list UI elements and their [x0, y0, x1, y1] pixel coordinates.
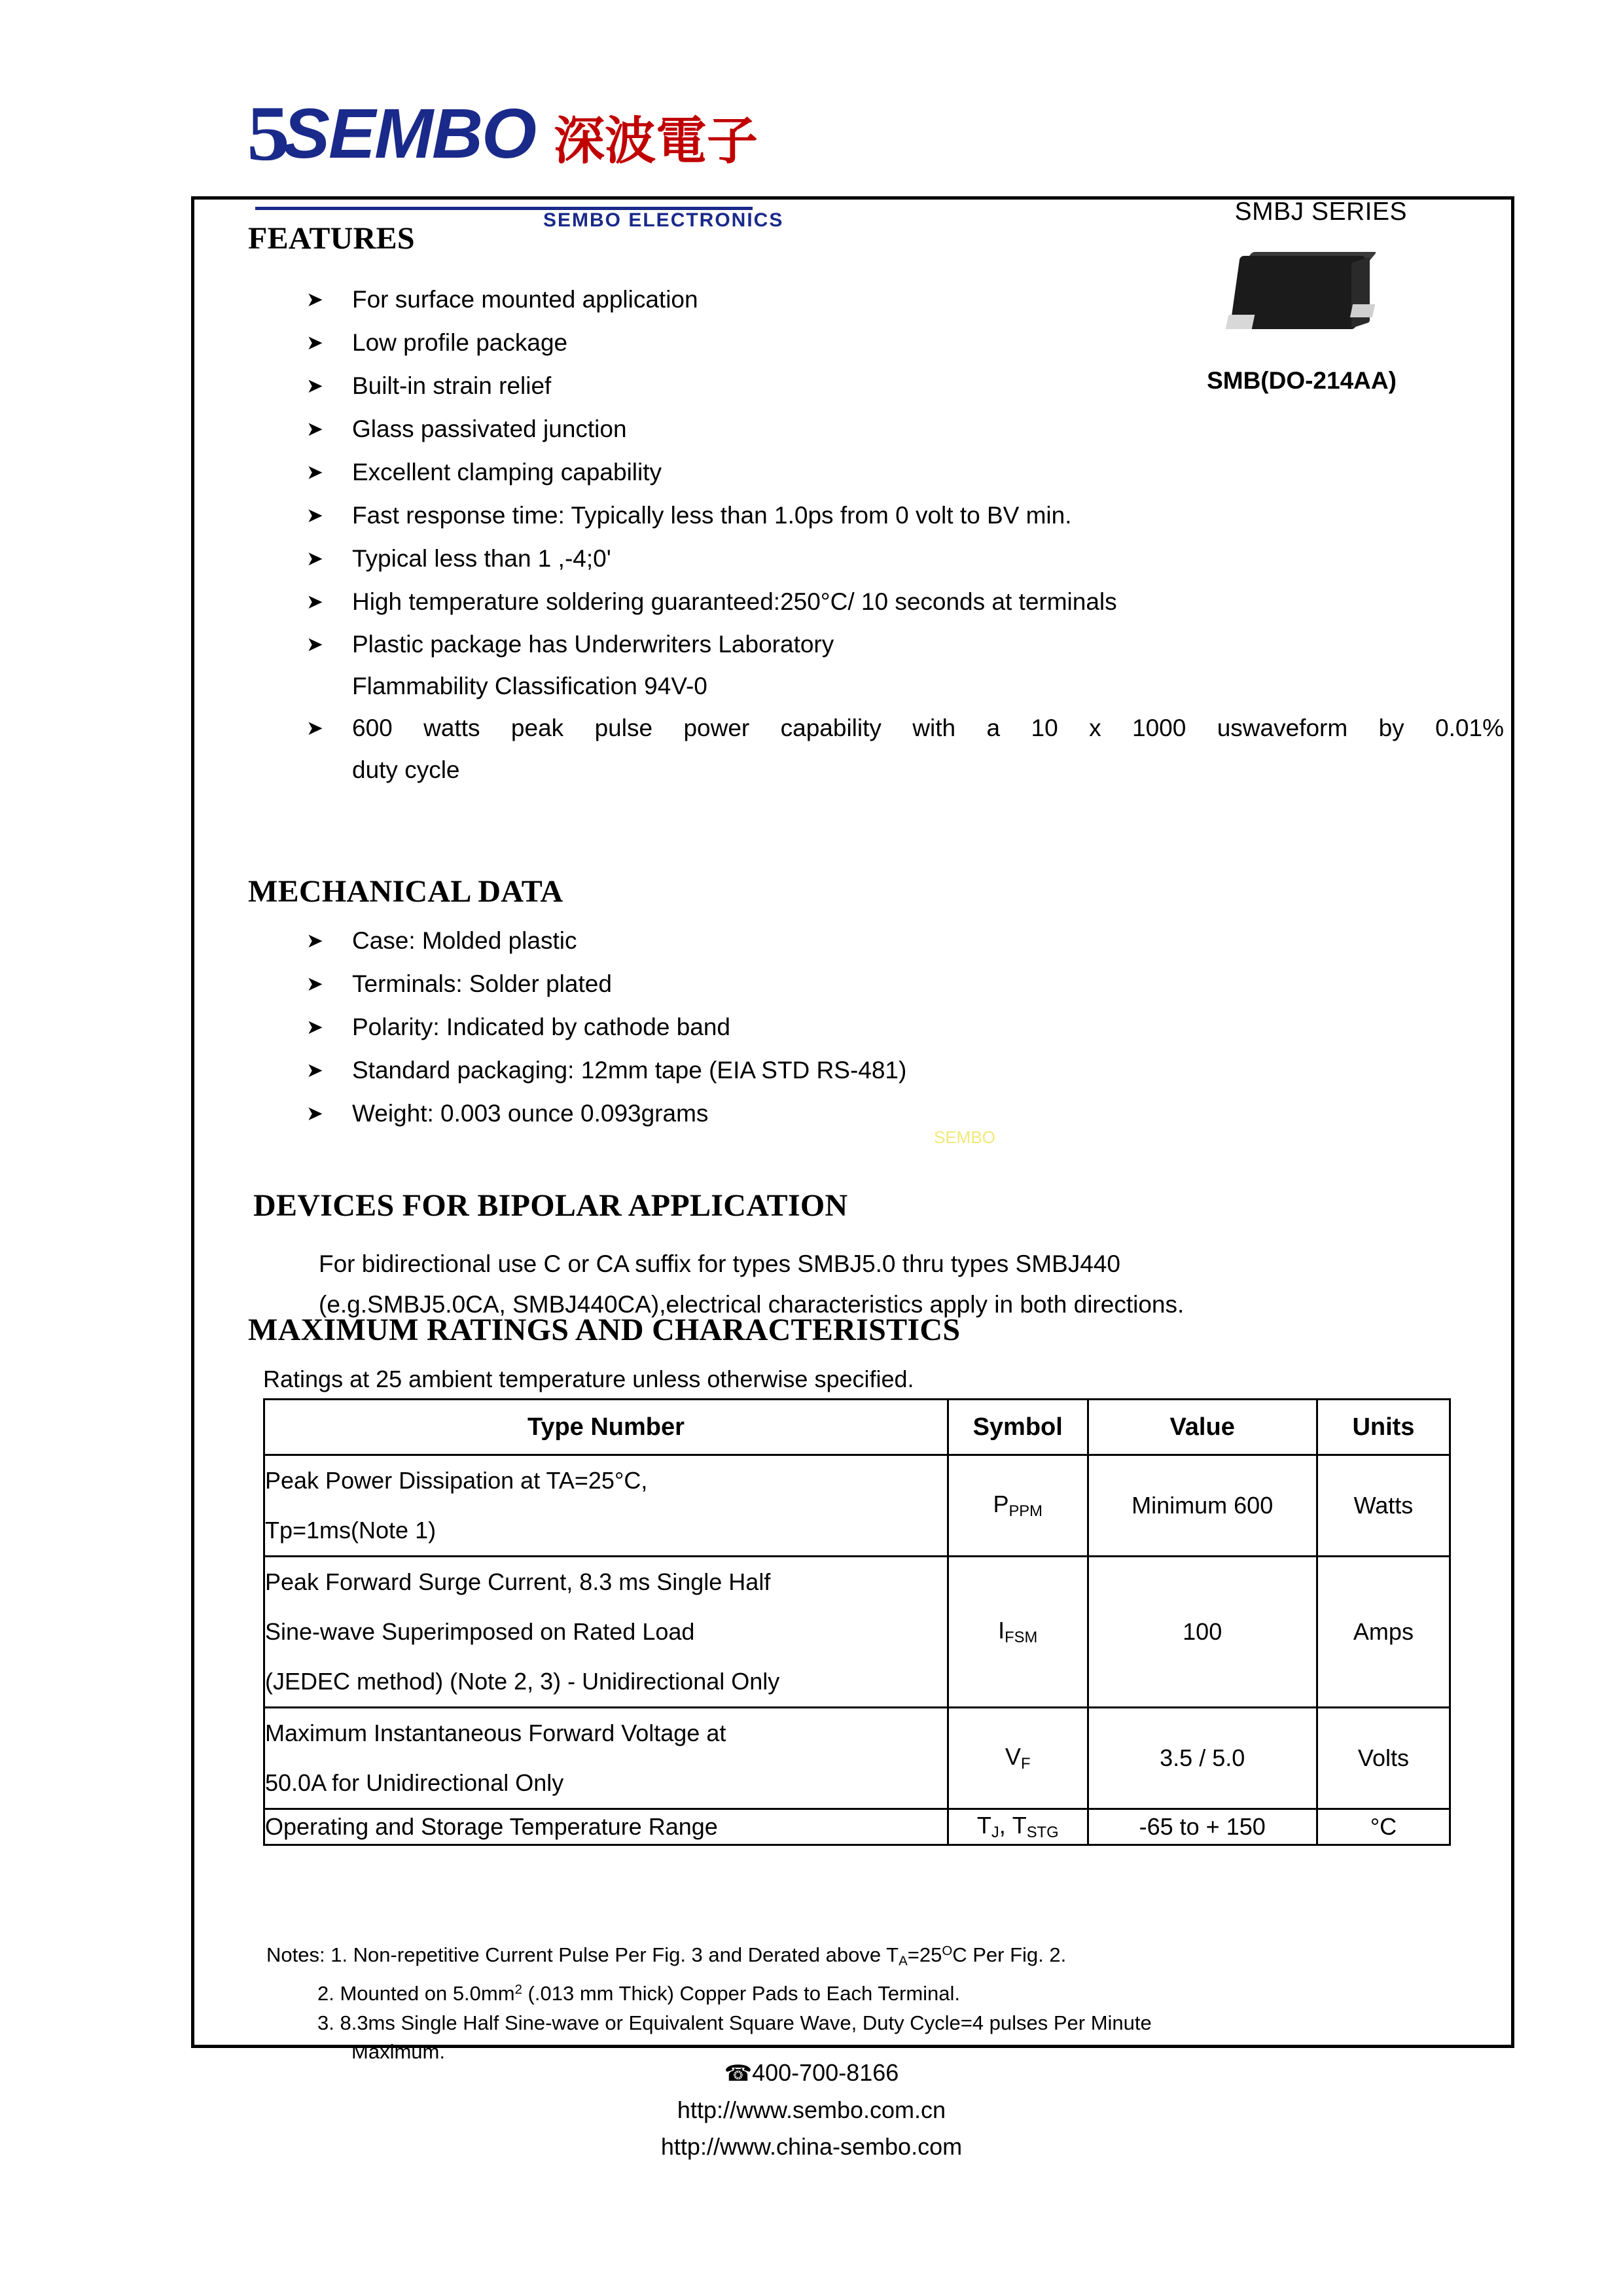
note-1-text-b: =25 [907, 1943, 942, 1967]
list-item [296, 1092, 1408, 1135]
mechanical-heading: MECHANICAL DATA [248, 874, 563, 909]
note-2-text-a: 2. Mounted on 5.0mm [317, 1982, 515, 2005]
logo-wordmark: SEMBO [283, 94, 536, 173]
cell-description-line: (JEDEC method) (Note 2, 3) - Unidirectional Only [265, 1668, 780, 1695]
cell-description [264, 1557, 948, 1708]
note-1-text-a: Notes: 1. Non-repetitive Current Pulse Per Fig. 3 and Derated above T [266, 1943, 899, 1967]
cell-units: Amps [1317, 1557, 1450, 1708]
table-row [264, 1455, 1450, 1557]
cell-description-line: Peak Forward Surge Current, 8.3 ms Single Half [265, 1568, 771, 1595]
cell-symbol: $T_J$, $T_{STG}$ [948, 1809, 1088, 1845]
bullet-arrow-icon: ➤ [306, 716, 323, 740]
bullet-arrow-icon: ➤ [306, 331, 323, 355]
bullet-arrow-icon: ➤ [306, 929, 323, 953]
bullet-arrow-icon: ➤ [306, 1059, 323, 1082]
cell-description-line: Peak Power Dissipation at TA=25°C, [265, 1467, 648, 1494]
footer-url-2[interactable]: http://www.china-sembo.com [660, 2133, 963, 2160]
cell-symbol [948, 1455, 1088, 1557]
cell-value: 3.5 / 5.0 [1088, 1708, 1317, 1809]
content-frame [191, 196, 1514, 2063]
bullet-arrow-icon: ➤ [306, 504, 323, 527]
features-heading: FEATURES [248, 221, 415, 256]
bipolar-line-2: (e.g.SMBJ5.0CA, SMBJ440CA),electrical characteristics apply in both directions. [319, 1291, 1185, 1318]
list-item [296, 707, 1504, 791]
list-item [296, 408, 1467, 451]
list-item-text: Plastic package has Underwriters Laboratory [352, 631, 834, 658]
mechanical-list [296, 919, 1408, 1135]
column-header-symbol: Symbol [948, 1400, 1088, 1455]
cell-description-line: Operating and Storage Temperature Range [265, 1813, 718, 1840]
list-item [296, 321, 1467, 364]
list-item-text: Low profile package [352, 329, 568, 356]
list-item-text: High temperature soldering guaranteed:250°C/ 10 seconds at terminals [352, 588, 1117, 615]
column-header-value: Value [1088, 1400, 1317, 1455]
package-caption: SMB(DO-214AA) [1207, 367, 1397, 394]
list-item [296, 1049, 1408, 1092]
note-2-text-b: (.013 mm Thick) Copper Pads to Each Terminal. [522, 1982, 961, 2005]
note-1 [266, 1937, 1464, 1975]
watermark-text: SEMBO [934, 1127, 995, 1147]
table-row [264, 1557, 1450, 1708]
footer-phone: 400-700-8166 [752, 2059, 899, 2086]
list-item-text: Terminals: Solder plated [352, 970, 612, 997]
list-item [296, 278, 1467, 321]
symbol-main: V [1005, 1743, 1021, 1771]
series-title: SMBJ SERIES [1234, 198, 1407, 226]
bullet-arrow-icon: ➤ [306, 417, 323, 441]
list-item [296, 624, 1467, 707]
note-1-text-c: C Per Fig. 2. [952, 1943, 1067, 1967]
cell-symbol [948, 1708, 1088, 1809]
list-item [296, 580, 1467, 624]
bullet-arrow-icon: ➤ [306, 1016, 323, 1039]
footer-url-1[interactable]: http://www.sembo.com.cn [677, 2096, 946, 2123]
bullet-arrow-icon: ➤ [306, 590, 323, 614]
cell-description-line: Sine-wave Superimposed on Rated Load [265, 1618, 695, 1645]
symbol-main-2: T [1012, 1812, 1027, 1839]
table-notes [266, 1937, 1464, 2066]
features-list [296, 278, 1504, 791]
column-header-type-number: Type Number [264, 1400, 948, 1455]
cell-units: Watts [1317, 1455, 1450, 1557]
bullet-arrow-icon: ➤ [306, 547, 323, 571]
table-row [264, 1809, 1450, 1845]
symbol-main: T [976, 1812, 991, 1839]
symbol-sub: FSM [1005, 1628, 1038, 1646]
note-3: 3. 8.3ms Single Half Sine-wave or Equivalent Square Wave, Duty Cycle=4 pulses Per Minute [317, 2011, 1152, 2034]
logo-subtitle: SEMBO ELECTRONICS [543, 209, 784, 231]
bipolar-heading: DEVICES FOR BIPOLAR APPLICATION [253, 1188, 848, 1223]
list-item-text: Polarity: Indicated by cathode band [352, 1014, 730, 1040]
list-item-text: Fast response time: Typically less than 1.0ps from 0 volt to BV min. [352, 502, 1072, 529]
page-footer [0, 2055, 1623, 2165]
note-2-sup: 2 [514, 1982, 522, 1998]
cell-units: °C [1317, 1809, 1450, 1845]
ratings-heading: MAXIMUM RATINGS AND CHARACTERISTICS [248, 1313, 961, 1347]
cell-description [264, 1708, 948, 1809]
list-item-text: Standard packaging: 12mm tape (EIA STD RS-481) [352, 1057, 907, 1084]
logo-mark-icon: 5 [247, 90, 290, 177]
bullet-arrow-icon: ➤ [306, 288, 323, 311]
cell-description [264, 1455, 948, 1557]
cell-description-line: Tp=1ms(Note 1) [265, 1517, 437, 1544]
list-item [296, 1006, 1408, 1049]
ratings-table [263, 1398, 1451, 1846]
cell-description [264, 1809, 948, 1845]
cell-symbol [948, 1557, 1088, 1708]
list-item-text: Excellent clamping capability [352, 459, 662, 486]
ratings-subtitle: Ratings at 25 ambient temperature unless otherwise specified. [263, 1366, 914, 1392]
list-item-text: Built-in strain relief [352, 372, 552, 399]
column-header-units: Units [1317, 1400, 1450, 1455]
symbol-sub: F [1020, 1754, 1031, 1773]
symbol-sub: PPM [1008, 1502, 1043, 1520]
list-item [296, 537, 1467, 580]
note-1-degree: O [942, 1943, 953, 1958]
list-item-text: Weight: 0.003 ounce 0.093grams [352, 1100, 709, 1127]
bullet-arrow-icon: ➤ [306, 374, 323, 398]
list-item [296, 451, 1467, 494]
list-item-text-cont: Flammability Classification 94V-0 [352, 673, 707, 699]
cell-description-line: Maximum Instantaneous Forward Voltage at [265, 1720, 726, 1746]
bullet-arrow-icon: ➤ [306, 972, 323, 996]
logo-chinese-name: 深波電子 [554, 112, 758, 171]
bullet-arrow-icon: ➤ [306, 1102, 323, 1125]
note-2 [266, 1975, 1464, 2008]
list-item [296, 963, 1408, 1006]
list-item-text: 600 watts peak pulse power capability with a 10 x 1000 uswaveform by 0.01% [352, 715, 1504, 741]
list-item-text-cont: duty cycle [352, 756, 460, 783]
company-logo [247, 90, 758, 177]
list-item-text: Typical less than 1 ,-4;0' [352, 545, 611, 572]
table-row [264, 1708, 1450, 1809]
cell-value: Minimum 600 [1088, 1455, 1317, 1557]
bipolar-line-1: For bidirectional use C or CA suffix for types SMBJ5.0 thru types SMBJ440 [319, 1250, 1120, 1277]
list-item [296, 919, 1408, 963]
symbol-main: I [998, 1617, 1005, 1644]
cell-units: Volts [1317, 1708, 1450, 1809]
table-header-row [264, 1400, 1450, 1455]
cell-value: 100 [1088, 1557, 1317, 1708]
footer-phone-line [0, 2055, 1623, 2092]
cell-value: -65 to + 150 [1088, 1809, 1317, 1845]
list-item-text: For surface mounted application [352, 286, 698, 313]
list-item [296, 364, 1467, 408]
symbol-sub-2: STG [1026, 1823, 1059, 1841]
phone-icon: ☎ [724, 2060, 753, 2087]
symbol-main: P [993, 1491, 1009, 1518]
cell-description-line: 50.0A for Unidirectional Only [265, 1769, 564, 1796]
bullet-arrow-icon: ➤ [306, 461, 323, 484]
list-item [296, 494, 1467, 537]
note-1-sub: A [899, 1953, 908, 1969]
list-item-text: Case: Molded plastic [352, 927, 577, 954]
list-item-text: Glass passivated junction [352, 415, 627, 442]
bullet-arrow-icon: ➤ [306, 633, 323, 656]
symbol-sub: J [991, 1823, 999, 1841]
page-header [0, 46, 1623, 231]
note-3-cont: Maximum. [351, 2040, 445, 2063]
